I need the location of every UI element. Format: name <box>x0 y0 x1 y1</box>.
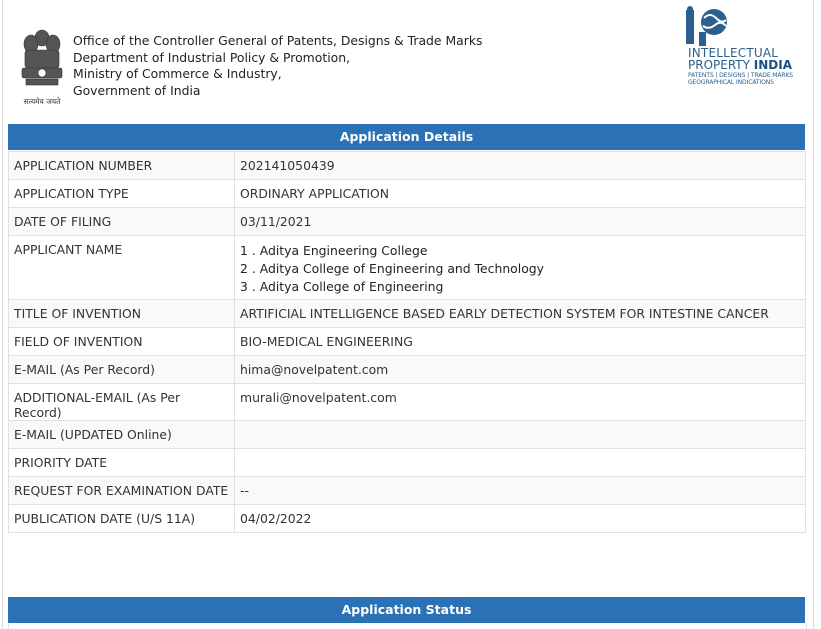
table-row <box>9 384 806 421</box>
svg-text:सत्यमेव जयते: सत्यमेव जयते <box>23 97 61 106</box>
applicant-name-label: APPLICANT NAME <box>14 242 123 257</box>
field-of-invention-label: FIELD OF INVENTION <box>14 334 143 349</box>
date-of-filing-value: 03/11/2021 <box>240 214 312 229</box>
status-table-edge <box>8 623 807 629</box>
table-row <box>9 180 806 208</box>
ip-india-wordmark-property: PROPERTY <box>688 58 754 72</box>
table-row <box>9 152 806 180</box>
table-row <box>9 449 806 477</box>
applicant-2: 2 . Aditya College of Engineering and Technology <box>240 261 544 276</box>
table-row <box>9 328 806 356</box>
row-label <box>9 180 235 208</box>
national-emblem-icon <box>16 24 68 108</box>
priority-date-value <box>240 449 800 455</box>
row-value <box>235 384 806 421</box>
table-row <box>9 300 806 328</box>
row-label <box>9 384 235 421</box>
office-address <box>73 33 482 99</box>
row-value <box>235 300 806 328</box>
row-value <box>235 328 806 356</box>
row-value <box>235 477 806 505</box>
date-of-filing-label: DATE OF FILING <box>14 214 112 229</box>
row-label <box>9 356 235 384</box>
row-label <box>9 477 235 505</box>
ip-india-tagline-2: GEOGRAPHICAL INDICATIONS <box>688 79 774 86</box>
table-row <box>9 208 806 236</box>
applicant-3: 3 . Aditya College of Engineering <box>240 279 444 294</box>
ip-india-tagline-1: PATENTS | DESIGNS | TRADE MARKS <box>688 72 794 79</box>
row-label <box>9 208 235 236</box>
email-value: hima@novelpatent.com <box>240 362 389 377</box>
email-updated-value <box>240 421 800 427</box>
request-examination-date-label: REQUEST FOR EXAMINATION DATE <box>14 483 229 498</box>
ip-india-wordmark-1: INTELLECTUAL <box>688 46 779 60</box>
row-label <box>9 236 235 300</box>
office-line-4: Government of India <box>73 82 201 98</box>
application-details-header: Application Details <box>8 124 805 150</box>
ip-india-wordmark-india: INDIA <box>753 58 793 72</box>
publication-date-label: PUBLICATION DATE (U/S 11A) <box>14 511 196 526</box>
row-value <box>235 236 806 300</box>
office-line-2: Department of Industrial Policy & Promotion, <box>73 49 351 65</box>
priority-date-label: PRIORITY DATE <box>14 455 108 470</box>
field-of-invention-value: BIO-MEDICAL ENGINEERING <box>240 334 413 349</box>
row-label <box>9 421 235 449</box>
page-header <box>0 0 821 118</box>
request-examination-date-value: -- <box>240 483 249 498</box>
application-status-header: Application Status <box>8 597 805 623</box>
row-value <box>235 356 806 384</box>
ip-india-wordmark-2 <box>688 59 792 71</box>
table-row <box>9 421 806 449</box>
application-type-value: ORDINARY APPLICATION <box>240 186 390 201</box>
application-number-value: 202141050439 <box>240 158 335 173</box>
title-of-invention-label: TITLE OF INVENTION <box>14 306 142 321</box>
row-value <box>235 449 806 477</box>
table-row <box>9 236 806 300</box>
row-value <box>235 152 806 180</box>
application-details-table <box>8 151 806 533</box>
publication-date-value: 04/02/2022 <box>240 511 312 526</box>
row-label <box>9 328 235 356</box>
row-value <box>235 421 806 449</box>
row-label <box>9 152 235 180</box>
ip-india-tagline <box>688 72 793 86</box>
email-label: E-MAIL (As Per Record) <box>14 362 155 377</box>
row-value <box>235 505 806 533</box>
office-line-3: Ministry of Commerce & Industry, <box>73 66 282 81</box>
applicant-1: 1 . Aditya Engineering College <box>240 243 428 258</box>
application-number-label: APPLICATION NUMBER <box>14 158 153 173</box>
applicant-list <box>240 236 800 296</box>
row-value <box>235 208 806 236</box>
additional-email-value: murali@novelpatent.com <box>240 390 397 405</box>
application-type-label: APPLICATION TYPE <box>14 186 129 201</box>
email-updated-label: E-MAIL (UPDATED Online) <box>14 427 172 442</box>
title-of-invention-value: ARTIFICIAL INTELLIGENCE BASED EARLY DETECTION SYSTEM FOR INTESTINE CANCER <box>240 306 769 321</box>
table-row <box>9 477 806 505</box>
row-label <box>9 300 235 328</box>
row-label <box>9 505 235 533</box>
table-row <box>9 356 806 384</box>
office-line-1: Office of the Controller General of Patents, Designs & Trade Marks <box>73 33 483 48</box>
row-value <box>235 180 806 208</box>
table-row <box>9 505 806 533</box>
additional-email-label: ADDITIONAL-EMAIL (As Per Record) <box>14 390 181 420</box>
row-label <box>9 449 235 477</box>
